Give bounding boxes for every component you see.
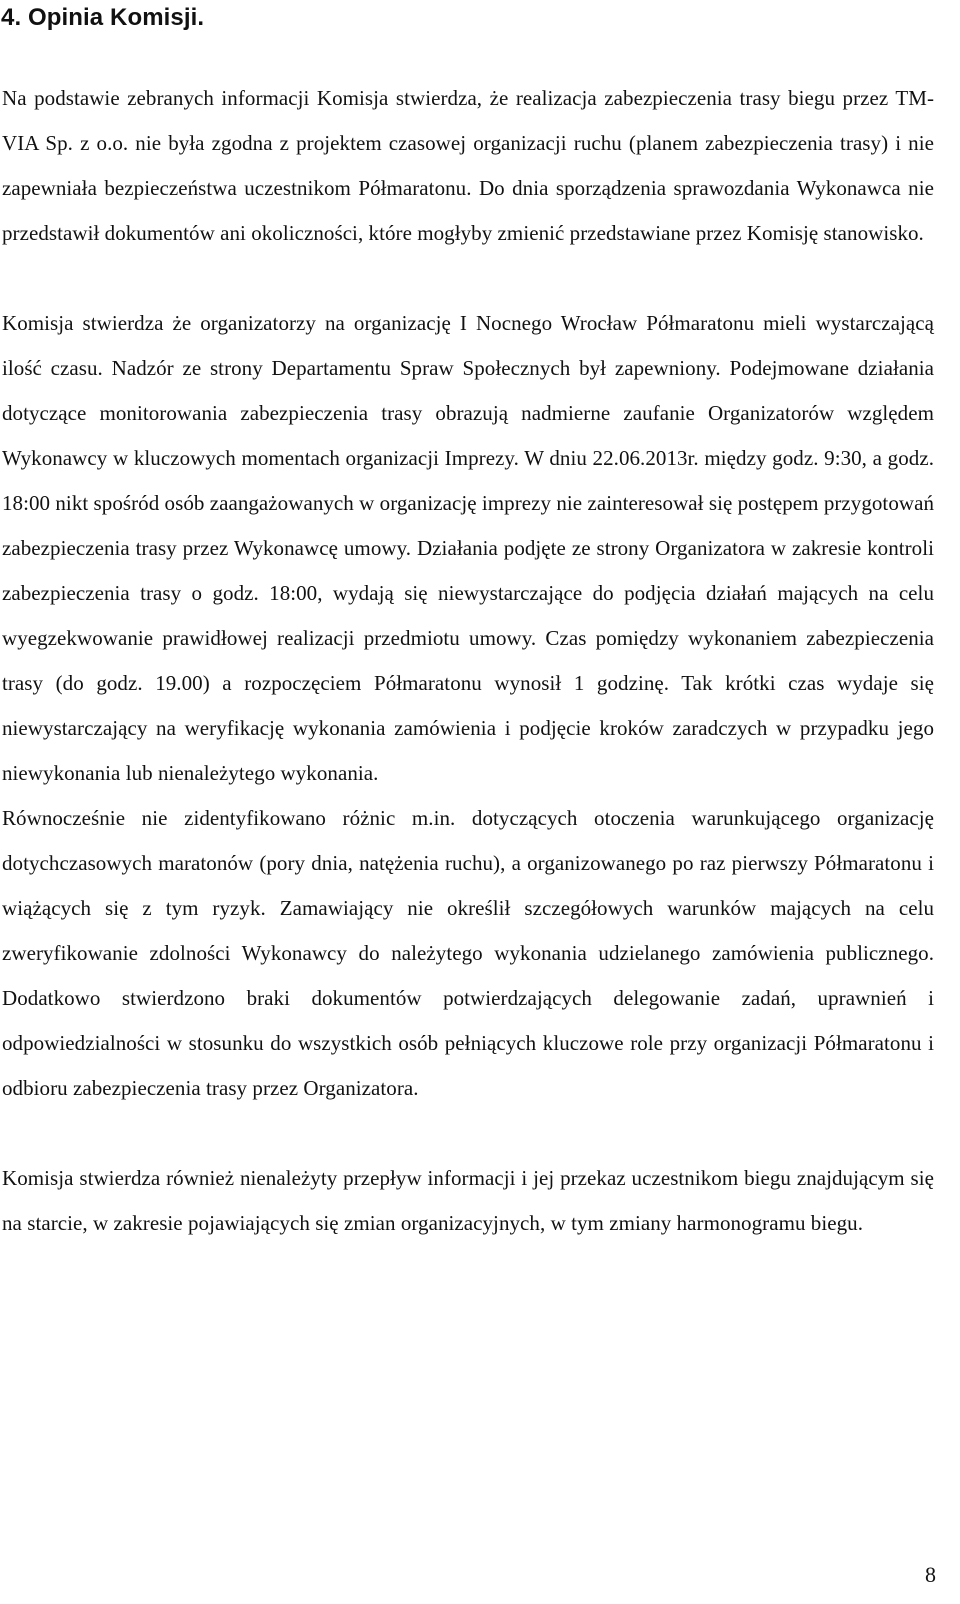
paragraph-commission-findings: Na podstawie zebranych informacji Komisja stwierdza, że realizacja zabezpieczenia trasy biegu przez TM-VIA Sp. z o.o. nie była zgodna z projektem czasowej organizacji ruchu (planem zabezpieczenia trasy) i nie zapewniała bezpieczeństwa uczestnikom Półmaratonu. Do dnia sporządzenia sprawozdania Wykonawca nie przedstawił dokumentów ani okoliczności, które mogłyby zmienić przedstawiane przez Komisję stanowisko. [2,86,934,245]
paragraph-spacer [2,256,934,301]
page-number: 8 [925,1562,936,1587]
paragraph-information-flow: Komisja stwierdza również nienależyty przepływ informacji i jej przekaz uczestnikom biegu znajdującym się na starcie, w zakresie pojawiających się zmian organizacyjnych, w tym zmiany harmonogramu biegu. [2,1166,934,1235]
paragraph-spacer [2,1111,934,1156]
paragraph-organizational-assessment: Komisja stwierdza że organizatorzy na organizację I Nocnego Wrocław Półmaratonu mieli wystarczającą ilość czasu. Nadzór ze strony Departamentu Spraw Społecznych był zapewniony. Podejmowane działania dotyczące monitorowania zabezpieczenia trasy obrazują nadmierne zaufanie Organizatorów względem Wykonawcy w kluczowych momentach organizacji Imprezy. W dniu 22.06.2013r. między godz. 9:30, a godz. 18:00 nikt spośród osób zaangażowanych w organizację imprezy nie zainteresował się postępem przygotowań zabezpieczenia trasy przez Wykonawcę umowy. Działania podjęte ze strony Organizatora w zakresie kontroli zabezpieczenia trasy o godz. 18:00, wydają się niewystarczające do podjęcia działań mających na celu wyegzekwowanie prawidłowej realizacji przedmiotu umowy. Czas pomiędzy wykonaniem zabezpieczenia trasy (do godz. 19.00) a rozpoczęciem Półmaratonu wynosił 1 godzinę. Tak krótki czas wydaje się niewystarczający na weryfikację wykonania zamówienia i podjęcie kroków zaradczych w przypadku jego niewykonania lub nienależytego wykonania. [2,311,934,785]
paragraph-risk-identification: Równocześnie nie zidentyfikowano różnic m.in. dotyczących otoczenia warunkującego organizację dotychczasowych maratonów (pory dnia, natężenia ruchu), a organizowanego po raz pierwszy Półmaratonu i wiążących się z tym ryzyk. Zamawiający nie określił szczegółowych warunków mających na celu zweryfikowanie zdolności Wykonawcy do należytego wykonania udzielanego zamówienia publicznego. Dodatkowo stwierdzono braki dokumentów potwierdzających delegowanie zadań, uprawnień i odpowiedzialności w stosunku do wszystkich osób pełniących kluczowe role przy organizacji Półmaratonu i odbioru zabezpieczenia trasy przez Organizatora. [2,806,934,1100]
section-heading: 4. Opinia Komisji. [1,4,205,31]
document-body [2,76,934,1246]
